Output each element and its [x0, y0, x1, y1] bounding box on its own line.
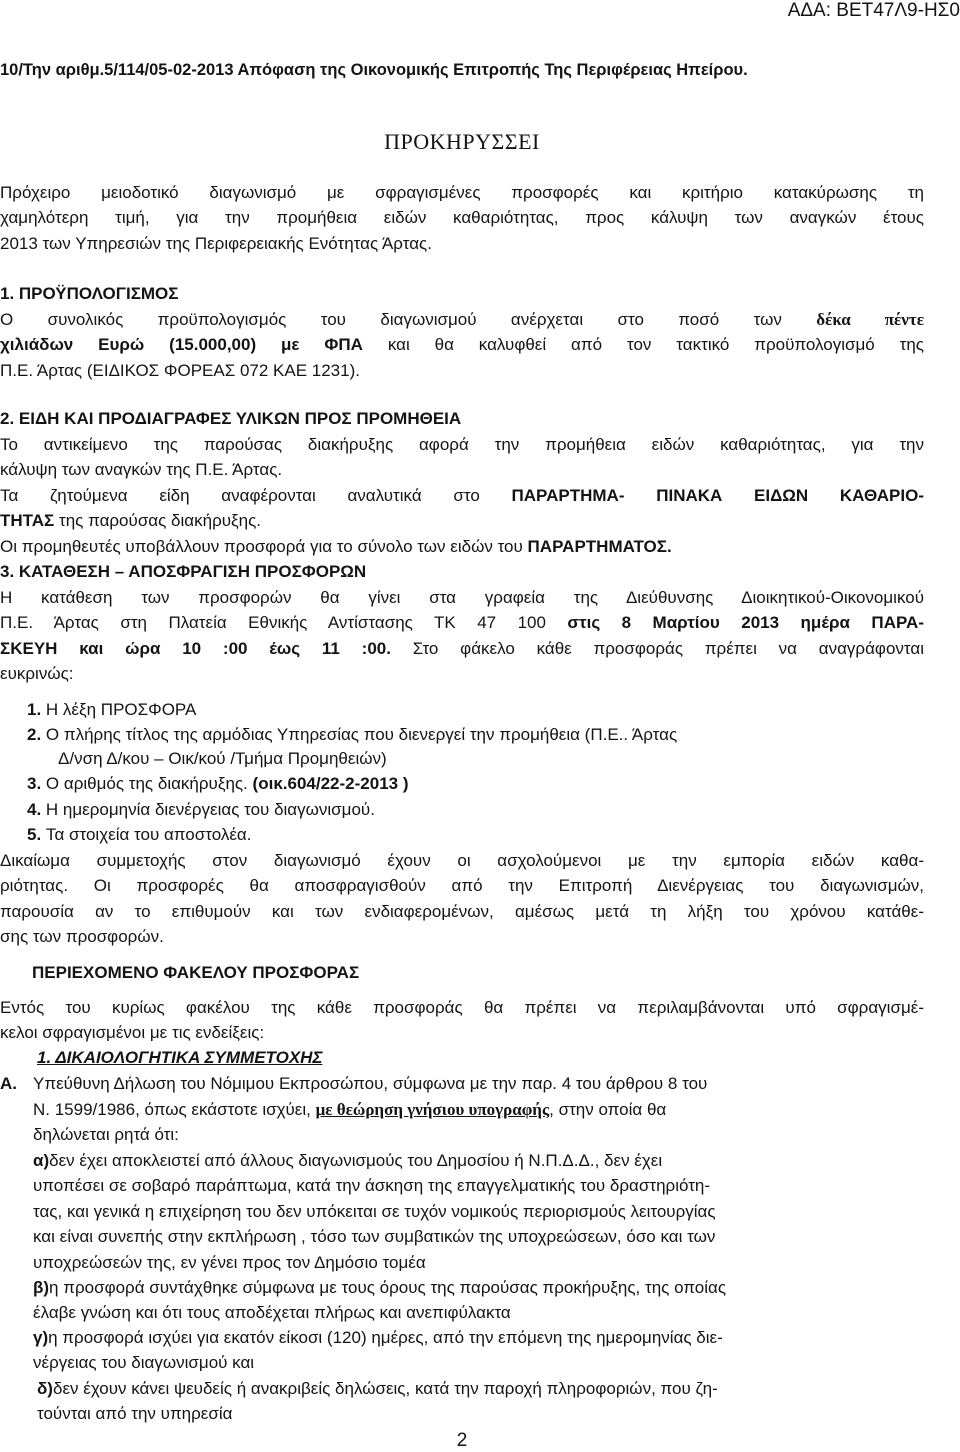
- alpha-line-4: και είναι συνεπής στην εκπλήρωση , τόσο των συμβατικών της υποχρεώσεων, όσο και των: [33, 1227, 716, 1246]
- item-a-line-3: δηλώνεται ρητά ότι:: [33, 1125, 179, 1144]
- delta-text: δεν έχουν κάνει ψευδείς ή ανακριβείς δηλώσεις, κατά την παροχή πληροφοριών, που ζη-: [52, 1379, 718, 1398]
- s3-para-3: παρουσία αν το επιθυμούν και των ενδιαφερομένων, αμέσως μετά τη λήξη του χρόνου κατάθε-: [0, 902, 924, 921]
- s1-text-b: και θα καλυφθεί από τον τακτικό προϋπολογισμό της: [362, 335, 924, 354]
- a2-text-c: , στην οποία θα: [549, 1100, 667, 1119]
- gamma-text: η προσφορά ισχύει για εκατόν είκοσι (120) ημέρες, από την επόμενη της ημερομηνίας διε-: [48, 1328, 723, 1347]
- list-text: Τα στοιχεία του αποστολέα.: [45, 825, 252, 844]
- a2-text-a: Ν. 1599/1986, όπως εκάστοτε ισχύει,: [33, 1100, 316, 1119]
- list-text: Η λέξη ΠΡΟΣΦΟΡΑ: [45, 700, 197, 719]
- section-1-heading: 1. ΠΡΟΫΠΟΛΟΓΙΣΜΟΣ: [0, 284, 179, 303]
- item-a-line-1: Υπεύθυνη Δήλωση του Νόμιμου Εκπροσώπου, σύμφωνα με την παρ. 4 του άρθρου 8 του: [33, 1074, 708, 1093]
- list-item: [27, 773, 409, 794]
- proclaim-title: ΠΡΟΚΗΡΥΣΣΕΙ: [384, 129, 540, 154]
- s2-line-5: [0, 536, 672, 557]
- delta-line-1: [37, 1378, 718, 1399]
- ref-number: 10/Την αριθμ.5/114/05-02-2013 Απόφαση της Οικονομικής Επιτροπής Της Περιφέρειας Ηπείρου.: [0, 61, 748, 79]
- alpha-line-1: [33, 1150, 662, 1171]
- contents-subheading: 1. ΔΙΚΑΙΟΛΟΓΗΤΙΚΑ ΣΥΜΜΕΤΟΧΗΣ: [37, 1048, 323, 1067]
- s2-annex: ΠΑΡΑΡΤΗΜΑ- ΠΙΝΑΚΑ ΕΙΔΩΝ ΚΑΘΑΡΙΟ-: [511, 486, 924, 505]
- alpha-label: α): [33, 1151, 50, 1170]
- list-number: 2.: [27, 725, 42, 744]
- section-2-heading: 2. ΕΙΔΗ ΚΑΙ ΠΡΟΔΙΑΓΡΑΦΕΣ ΥΛΙΚΩΝ ΠΡΟΣ ΠΡΟΜΗΘΕΙΑ: [0, 409, 462, 428]
- gamma-line-1: [33, 1327, 723, 1348]
- intro-line-3: 2013 των Υπηρεσιών της Περιφερειακής Ενότητας Άρτας.: [0, 234, 432, 253]
- list-text: Η ημερομηνία διενέργειας του διαγωνισμού.: [45, 800, 375, 819]
- s3-line-1: Η κατάθεση των προσφορών θα γίνει στα γραφεία της Διεύθυνσης Διοικητικού-Οικονομικού: [0, 588, 924, 607]
- s3-para-1: Δικαίωμα συμμετοχής στον διαγωνισμό έχουν οι ασχολούμενοι με την εμπορία ειδών καθα-: [0, 851, 924, 870]
- s1-line-2: [0, 334, 924, 355]
- list-item: [27, 699, 196, 720]
- list-item: [27, 824, 251, 845]
- s3-line-4: ευκρινώς:: [0, 664, 74, 683]
- s2-line-4: [0, 510, 261, 531]
- alpha-line-2: υποπέσει σε σοβαρό παράπτωμα, κατά την άσκηση της επαγγελματικής του δραστηριότη-: [33, 1176, 711, 1195]
- delta-line-2: τούνται από την υπηρεσία: [37, 1404, 233, 1423]
- intro-line-2: χαμηλότερη τιμή, για την προμήθεια ειδών καθαριότητας, προς κάλυψη των αναγκών έτους: [0, 208, 924, 227]
- s3-text-b: Στο φάκελο κάθε προσφοράς πρέπει να αναγράφονται: [390, 639, 924, 658]
- list-text: Ο αριθμός της διακήρυξης.: [45, 774, 253, 793]
- gamma-line-2: νέργειας του διαγωνισμού και: [33, 1353, 255, 1372]
- beta-line-1: [33, 1277, 726, 1298]
- beta-label: β): [33, 1278, 50, 1297]
- s3-para-4: σης των προσφορών.: [0, 927, 164, 946]
- list-number: 3.: [27, 774, 42, 793]
- intro-line-1: Πρόχειρο μειοδοτικό διαγωνισμό με σφραγισμένες προσφορές και κριτήριο κατακύρωσης τη: [0, 183, 924, 202]
- contents-line-1: Εντός του κυρίως φακέλου της κάθε προσφοράς θα πρέπει να περιλαμβάνονται υπό σφραγισμέ-: [0, 998, 924, 1017]
- s2-line-3: [0, 485, 924, 506]
- s2-text-a: Τα ζητούμενα είδη αναφέρονται αναλυτικά στο: [0, 486, 512, 505]
- s1-line-1: [0, 309, 924, 330]
- item-a-label: Α.: [0, 1074, 17, 1093]
- delta-label: δ): [37, 1379, 53, 1398]
- alpha-line-3: τας, και γενικά η επιχείρηση του δεν υπόκειται σε τυχόν νομικούς περιορισμούς λειτουργίας: [33, 1202, 716, 1221]
- s3-text-a: Π.Ε. Άρτας στη Πλατεία Εθνικής Αντίστασης ΤΚ 47 100: [0, 613, 568, 632]
- list-number: 5.: [27, 825, 42, 844]
- list-item: [27, 799, 375, 820]
- s3-para-2: ριότητας. Οι προσφορές θα αποσφραγισθούν από την Επιτροπή Διενέργειας του διαγωνισμών,: [0, 876, 924, 895]
- contents-line-2: κελοι σφραγισμένοι με τις ενδείξεις:: [0, 1023, 265, 1042]
- reference-line: [0, 60, 748, 81]
- s3-date: στις 8 Μαρτίου 2013 ημέρα ΠΑΡΑ-: [567, 613, 924, 632]
- section-3-heading: 3. ΚΑΤΑΘΕΣΗ – ΑΠΟΣΦΡΑΓΙΣΗ ΠΡΟΣΦΟΡΩΝ: [0, 562, 367, 581]
- s2-text-b: της παρούσας διακήρυξης.: [54, 511, 262, 530]
- s2-annex-2: ΠΑΡΑΡΤΗΜΑΤΟΣ.: [527, 537, 672, 556]
- alpha-line-5: υποχρεώσεών της, εν γένει προς τον Δημόσιο τομέα: [33, 1253, 426, 1272]
- list-number: 4.: [27, 800, 42, 819]
- ada-code: ΑΔΑ: ΒΕΤ47Λ9-ΗΣ0: [787, 0, 960, 21]
- list-item: [27, 724, 677, 745]
- s3-line-2: [0, 612, 924, 633]
- page-number: 2: [456, 1430, 468, 1451]
- beta-text: η προσφορά συντάχθηκε σύμφωνα με τους όρους της παρούσας προκήρυξης, της οποίας: [49, 1278, 727, 1297]
- list-bold: (οικ.604/22-2-2013 ): [252, 774, 409, 793]
- alpha-text: δεν έχει αποκλειστεί από άλλους διαγωνισμούς του Δημοσίου ή Ν.Π.Δ.Δ., δεν έχει: [49, 1151, 663, 1170]
- gamma-label: γ): [33, 1328, 49, 1347]
- s1-text-a: Ο συνολικός προϋπολογισμός του διαγωνισμού ανέρχεται στο ποσό των: [0, 310, 817, 329]
- s1-line-3: Π.Ε. Άρτας (ΕΙΔΙΚΟΣ ΦΟΡΕΑΣ 072 ΚΑΕ 1231).: [0, 361, 360, 380]
- s2-line-1: Το αντικείμενο της παρούσας διακήρυξης αφορά την προμήθεια ειδών καθαριότητας, για την: [0, 435, 924, 454]
- s2-text-c: Οι προμηθευτές υποβάλλουν προσφορά για το σύνολο των ειδών του: [0, 537, 528, 556]
- list-text: Ο πλήρης τίτλος της αρμόδιας Υπηρεσίας που διενεργεί την προμήθεια (Π.Ε.. Άρτας: [45, 725, 678, 744]
- contents-heading: ΠΕΡΙΕΧΟΜΕΝΟ ΦΑΚΕΛΟΥ ΠΡΟΣΦΟΡΑΣ: [32, 963, 360, 982]
- list-number: 1.: [27, 700, 42, 719]
- beta-line-2: έλαβε γνώση και ότι τους αποδέχεται πλήρως και ανεπιφύλακτα: [33, 1303, 511, 1322]
- s3-time: ΣΚΕΥΗ και ώρα 10 :00 έως 11 :00.: [0, 639, 391, 658]
- s2-line-2: κάλυψη των αναγκών της Π.Ε. Άρτας.: [0, 460, 283, 479]
- s1-amount-words: δέκα πέντε: [816, 310, 924, 329]
- a2-signature: με θεώρηση γνήσιου υπογραφής: [315, 1100, 550, 1119]
- s3-line-3: [0, 638, 924, 659]
- s1-amount: χιλιάδων Ευρώ (15.000,00) με ΦΠΑ: [0, 335, 363, 354]
- s2-annex-cont: ΤΗΤΑΣ: [0, 511, 55, 530]
- list-item-cont: Δ/νση Δ/κου – Οικ/κού /Τμήμα Προμηθειών): [58, 749, 387, 768]
- item-a-line-2: [33, 1099, 666, 1120]
